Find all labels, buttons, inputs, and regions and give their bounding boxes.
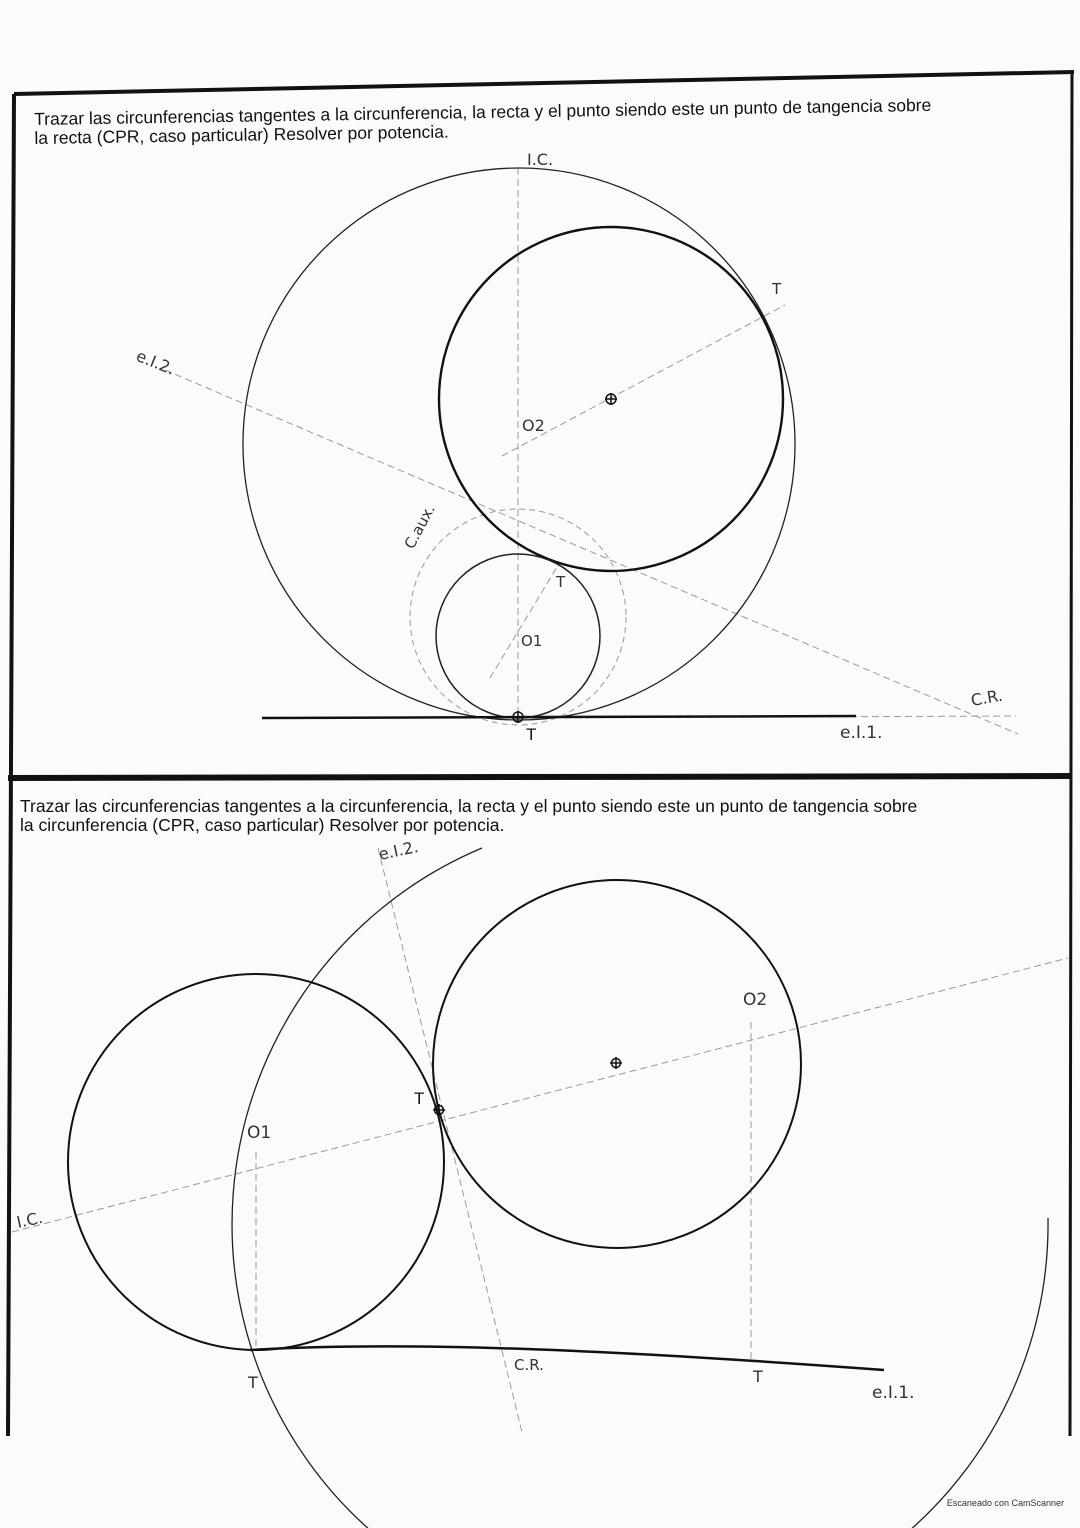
exercise-2-statement-line1: Trazar las circunferencias tangentes a la circunferencia, la recta y el punto siendo este un punto de tangencia sobre bbox=[20, 796, 918, 816]
ex2-label-cr: C.R. bbox=[514, 1356, 544, 1374]
ex2-label-ei2: e.I.2. bbox=[376, 837, 420, 864]
ex1-center-o2-marker bbox=[605, 393, 617, 405]
ex1-label-ei1: e.I.1. bbox=[840, 723, 883, 743]
ex1-auxiliary-circle bbox=[410, 509, 626, 725]
ex1-label-o2: O2 bbox=[522, 416, 545, 435]
exercise-1-drawing bbox=[134, 150, 1018, 744]
exercise-1-statement-line1: Trazar las circunferencias tangentes a la circunferencia, la recta y el punto siendo este un punto de tangencia sobre bbox=[33, 94, 932, 129]
exercise-2-drawing bbox=[12, 837, 1068, 1528]
ex2-label-tangent-right: T bbox=[753, 1367, 763, 1386]
exercise-2-statement bbox=[20, 797, 1050, 835]
frame-right-edge bbox=[1070, 72, 1072, 1436]
ex1-line-o1-tangent bbox=[490, 562, 560, 678]
ex1-label-ic: I.C. bbox=[527, 150, 554, 169]
ex2-label-o1: O1 bbox=[247, 1123, 272, 1143]
exercise-2-statement-line2: la circunferencia (CPR, caso particular) Resolver por potencia. bbox=[20, 815, 505, 835]
ex1-tangent-point-marker bbox=[512, 711, 524, 723]
ex1-label-cr: C.R. bbox=[969, 685, 1005, 710]
frame-divider bbox=[8, 776, 1070, 778]
ex2-label-ei1: e.I.1. bbox=[872, 1383, 915, 1403]
ex1-label-caux: C.aux. bbox=[400, 501, 439, 552]
ex2-label-tangent-point: T bbox=[414, 1089, 425, 1108]
ex2-center-o2-marker bbox=[610, 1057, 622, 1069]
ex1-label-o1: O1 bbox=[521, 632, 543, 650]
ex1-label-tangent-top: T bbox=[772, 280, 782, 298]
ex1-label-tangent-point: T bbox=[526, 725, 537, 744]
exercise-1-statement-line2: la recta (CPR, caso particular) Resolver por potencia. bbox=[34, 121, 449, 148]
ex2-line-centers-ic bbox=[12, 958, 1068, 1232]
ex2-label-o2: O2 bbox=[743, 990, 768, 1010]
ex1-label-tangent-mid: T bbox=[556, 573, 566, 591]
ex1-given-line bbox=[262, 716, 856, 718]
ex2-solution-circle-o2 bbox=[433, 880, 801, 1248]
frame-top-edge bbox=[14, 72, 1074, 94]
scanner-footer: Escaneado con CamScanner bbox=[946, 1498, 1064, 1508]
ex2-given-circle-arc bbox=[232, 848, 1048, 1528]
ex2-label-tangent-left: T bbox=[248, 1373, 258, 1392]
ex2-solution-circle-o1 bbox=[68, 974, 444, 1350]
ex2-label-ic: I.C. bbox=[14, 1207, 45, 1232]
ex1-axis-ei2 bbox=[165, 370, 1018, 734]
ex2-given-line bbox=[250, 1346, 884, 1370]
ex1-label-ei2: e.I.2. bbox=[133, 346, 178, 379]
ex1-given-circle bbox=[243, 168, 795, 720]
frame-left-edge bbox=[8, 94, 14, 1436]
